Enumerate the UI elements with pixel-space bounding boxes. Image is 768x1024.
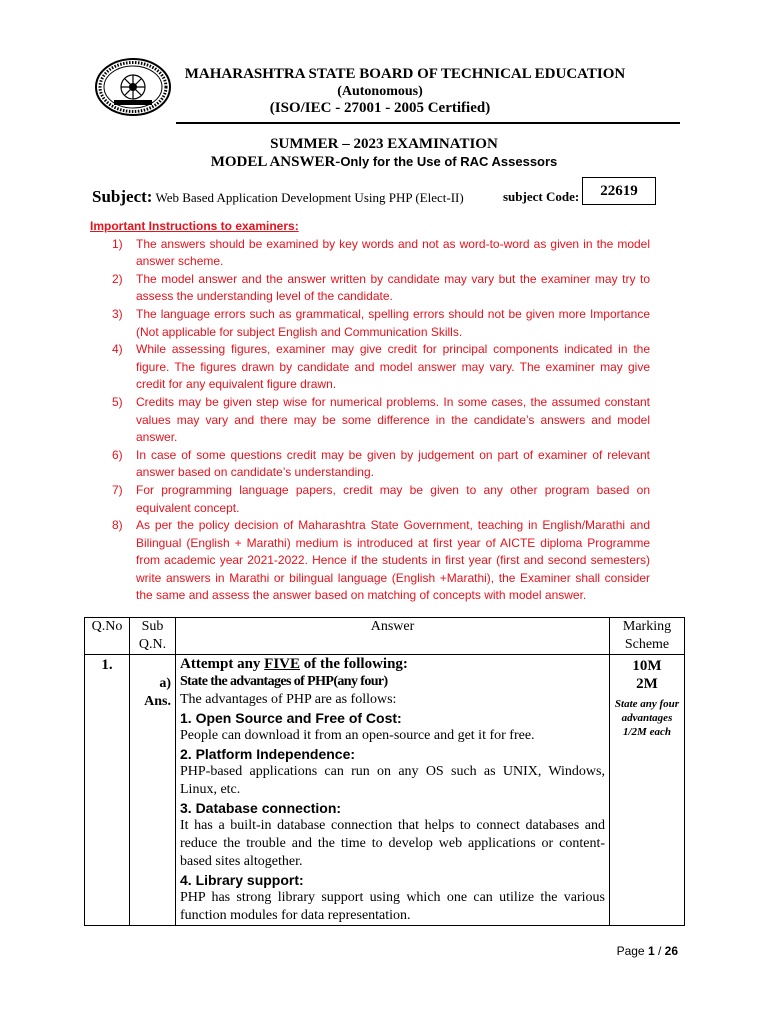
instruction-number: 7) <box>112 482 123 497</box>
instruction-number: 1) <box>112 236 123 251</box>
header-subqn: Sub Q.N. <box>130 618 176 655</box>
total-marks: 10M <box>632 658 662 674</box>
certification-label: (ISO/IEC - 27001 - 2005 Certified) <box>269 100 491 116</box>
instruction-number: 3) <box>112 306 123 321</box>
point-text: PHP has strong library support using which one can utilize the various function modules for data representation. <box>180 890 605 923</box>
instruction-item <box>90 341 650 394</box>
point-text: PHP-based applications can run on any OS such as UNIX, Windows, Linux, etc. <box>180 764 605 797</box>
instruction-item <box>90 271 650 306</box>
subject-code-box: 22619 <box>582 177 656 205</box>
question-text: State the advantages of PHP(any four) <box>180 674 388 689</box>
instructions-section <box>90 218 650 605</box>
instructions-list <box>90 236 650 605</box>
subject-code-label: subject Code: <box>503 189 580 204</box>
attempt-count: FIVE <box>264 656 300 672</box>
instruction-text: While assessing figures, examiner may give credit for principal components indicated in the figure. The figures drawn by candidate and model answer may vary. The examiner may give credit for any equivalent figure drawn. <box>136 342 650 392</box>
model-answer-rest: Only for the Use of RAC Assessors <box>340 154 558 169</box>
page-footer <box>617 944 678 958</box>
instruction-number: 8) <box>112 518 123 533</box>
page-separator: / <box>654 944 665 958</box>
board-title: MAHARASHTRA STATE BOARD OF TECHNICAL EDUCATION <box>184 66 626 82</box>
table-header-row <box>85 618 685 655</box>
model-answer-title <box>0 154 768 171</box>
header-answer: Answer <box>176 618 610 655</box>
header-rule <box>176 122 680 124</box>
instruction-text: As per the policy decision of Maharashtra State Government, teaching in English/Marathi and Bilingual (English + Marathi) medium is introduced at first year of AICTE diploma Programme from academic year 2021-2022. Hence if the students in first year (first and second semesters) write answers in Marathi or bilingual language (English +Marathi), the Examiner shall consider the same and assess the answer based on matching of concepts with model answer. <box>136 518 650 603</box>
instruction-number: 6) <box>112 447 123 462</box>
instruction-item <box>90 447 650 482</box>
attempt-pre: Attempt any <box>180 656 265 672</box>
question-number: 1. <box>85 655 130 926</box>
model-answer-bold: MODEL ANSWER- <box>210 154 341 170</box>
answer-intro: The advantages of PHP are as follows: <box>180 692 397 707</box>
question-marks: 2M <box>636 676 658 692</box>
subject-label: Subject: <box>92 187 153 206</box>
header-qno: Q.No <box>85 618 130 655</box>
page-number: 1 <box>647 944 655 958</box>
header-marking: Marking Scheme <box>610 618 685 655</box>
autonomous-label: (Autonomous) <box>337 84 423 99</box>
exam-title: SUMMER – 2023 EXAMINATION <box>270 136 498 152</box>
instruction-text: The language errors such as grammatical, spelling errors should not be given more Importance (Not applicable for subject English and Communication Skills. <box>136 306 650 339</box>
point-text: People can download it from an open-source and get it for free. <box>180 728 535 743</box>
instruction-item <box>90 394 650 447</box>
answer-table <box>84 617 685 926</box>
sub-question-cell <box>130 655 176 926</box>
instruction-number: 4) <box>112 342 123 357</box>
instruction-number: 5) <box>112 394 123 409</box>
instruction-text: Credits may be given step wise for numerical problems. In some cases, the assumed constant values may vary and there may be some difference in the candidate’s answers and model answer. <box>136 394 650 445</box>
instruction-item <box>90 236 650 271</box>
subject-line <box>92 187 464 207</box>
instruction-text: For programming language papers, credit may be given to any other program based on equivalent concept. <box>136 482 650 515</box>
instruction-text: The answers should be examined by key words and not as word-to-word as given in the model answer scheme. <box>136 236 650 269</box>
ans-label: Ans. <box>144 694 171 709</box>
subject-name: Web Based Application Development Using PHP (Elect-II) <box>155 190 464 205</box>
point-heading: 2. Platform Independence: <box>180 746 356 762</box>
instructions-title: Important Instructions to examiners: <box>90 219 299 233</box>
page-total: 26 <box>664 944 678 958</box>
table-row <box>85 655 685 926</box>
point-heading: 3. Database connection: <box>180 800 342 816</box>
instruction-text: The model answer and the answer written by candidate may vary but the examiner may try to assess the understanding level of the candidate. <box>136 271 650 304</box>
instruction-item <box>90 517 650 605</box>
instruction-number: 2) <box>112 271 123 286</box>
marking-note: State any four advantages 1/2M each <box>614 698 680 738</box>
instruction-item <box>90 306 650 341</box>
attempt-instruction <box>180 655 605 673</box>
instruction-text: In case of some questions credit may be given by judgement on part of examiner of relevant answer based on candidate’s understanding. <box>136 447 650 480</box>
point-heading: 1. Open Source and Free of Cost: <box>180 710 402 726</box>
attempt-post: of the following: <box>300 656 408 672</box>
page-label: Page <box>616 944 648 958</box>
sub-question-label: a) <box>159 676 171 691</box>
point-text: It has a built-in database connection that helps to connect databases and reduce the trouble and the time to develop web applications or content-based sites altogether. <box>180 818 605 869</box>
point-heading: 4. Library support: <box>180 872 304 888</box>
instruction-item <box>90 482 650 517</box>
answer-cell <box>176 655 610 926</box>
marking-cell <box>610 655 685 926</box>
